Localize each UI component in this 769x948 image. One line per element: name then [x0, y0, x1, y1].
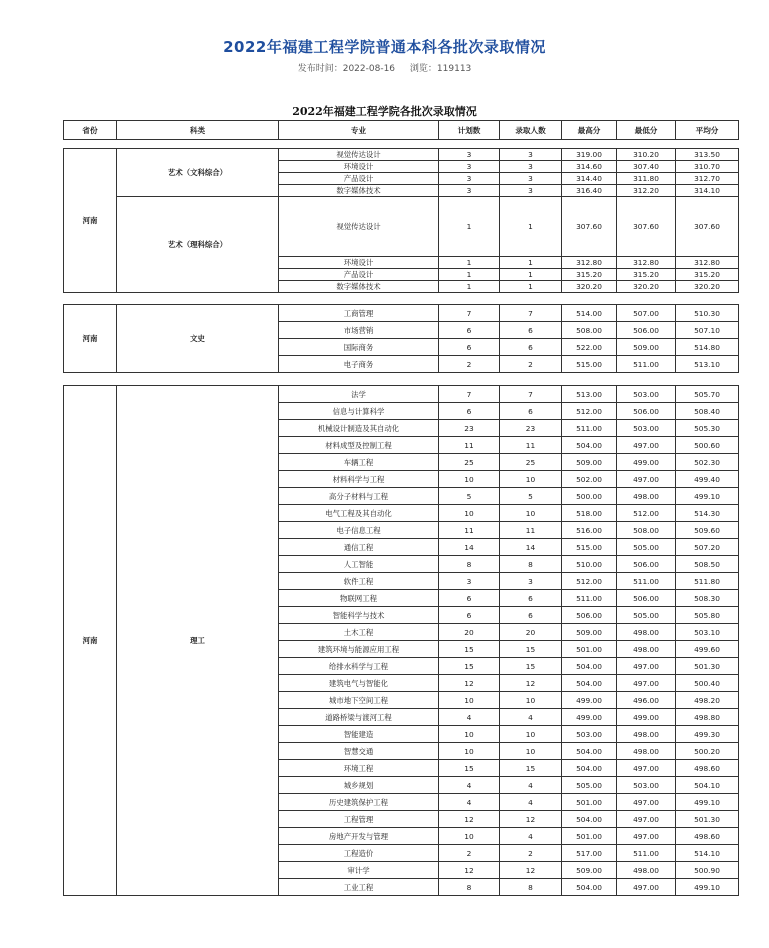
cell-max-score: 512.00	[562, 573, 617, 590]
cell-avg-score: 508.30	[676, 590, 739, 607]
table-row	[64, 305, 739, 322]
cell-avg-score: 498.20	[676, 692, 739, 709]
cell-major: 房地产开发与管理	[279, 828, 439, 845]
cell-min-score: 511.00	[617, 845, 676, 862]
cell-min-score: 498.00	[617, 624, 676, 641]
cell-plan-count: 11	[439, 437, 500, 454]
cell-plan-count: 12	[439, 862, 500, 879]
cell-min-score: 320.20	[617, 281, 676, 293]
cell-avg-score: 499.10	[676, 488, 739, 505]
cell-max-score: 504.00	[562, 743, 617, 760]
cell-major: 材料成型及控制工程	[279, 437, 439, 454]
cell-min-score: 497.00	[617, 794, 676, 811]
cell-plan-count: 7	[439, 305, 500, 322]
cell-max-score: 504.00	[562, 658, 617, 675]
cell-min-score: 315.20	[617, 269, 676, 281]
cell-admitted-count: 12	[500, 811, 562, 828]
cell-avg-score: 510.30	[676, 305, 739, 322]
cell-plan-count: 6	[439, 339, 500, 356]
cell-major: 工程管理	[279, 811, 439, 828]
cell-max-score: 514.00	[562, 305, 617, 322]
cell-major: 审计学	[279, 862, 439, 879]
cell-min-score: 497.00	[617, 437, 676, 454]
cell-avg-score: 507.20	[676, 539, 739, 556]
cell-plan-count: 3	[439, 573, 500, 590]
cell-avg-score: 499.30	[676, 726, 739, 743]
cell-min-score: 312.80	[617, 257, 676, 269]
cell-admitted-count: 23	[500, 420, 562, 437]
cell-max-score: 517.00	[562, 845, 617, 862]
header-category: 科类	[117, 121, 279, 140]
cell-avg-score: 312.80	[676, 257, 739, 269]
cell-admitted-count: 8	[500, 879, 562, 896]
cell-max-score: 312.80	[562, 257, 617, 269]
cell-admitted-count: 6	[500, 339, 562, 356]
cell-avg-score: 505.70	[676, 386, 739, 403]
cell-plan-count: 11	[439, 522, 500, 539]
cell-min-score: 497.00	[617, 760, 676, 777]
cell-admitted-count: 7	[500, 386, 562, 403]
cell-max-score: 522.00	[562, 339, 617, 356]
cell-admitted-count: 10	[500, 726, 562, 743]
cell-min-score: 506.00	[617, 590, 676, 607]
cell-avg-score: 307.60	[676, 197, 739, 257]
cell-admitted-count: 3	[500, 185, 562, 197]
cell-plan-count: 6	[439, 607, 500, 624]
cell-plan-count: 10	[439, 471, 500, 488]
cell-admitted-count: 5	[500, 488, 562, 505]
cell-min-score: 511.00	[617, 356, 676, 373]
cell-min-score: 307.60	[617, 197, 676, 257]
cell-major: 数字媒体技术	[279, 281, 439, 293]
cell-plan-count: 7	[439, 386, 500, 403]
cell-plan-count: 2	[439, 356, 500, 373]
cell-admitted-count: 2	[500, 356, 562, 373]
cell-min-score: 311.80	[617, 173, 676, 185]
cell-avg-score: 503.10	[676, 624, 739, 641]
header-avg-score: 平均分	[676, 121, 739, 140]
cell-admitted-count: 10	[500, 692, 562, 709]
cell-admitted-count: 8	[500, 556, 562, 573]
cell-major: 城乡规划	[279, 777, 439, 794]
cell-avg-score: 501.30	[676, 811, 739, 828]
cell-province: 河南	[64, 305, 117, 373]
cell-major: 高分子材料与工程	[279, 488, 439, 505]
cell-major: 土木工程	[279, 624, 439, 641]
cell-min-score: 498.00	[617, 726, 676, 743]
header-plan: 计划数	[439, 121, 500, 140]
cell-avg-score: 500.20	[676, 743, 739, 760]
cell-avg-score: 320.20	[676, 281, 739, 293]
cell-major: 国际商务	[279, 339, 439, 356]
admission-table-header	[63, 120, 739, 140]
cell-plan-count: 1	[439, 281, 500, 293]
cell-major: 物联网工程	[279, 590, 439, 607]
cell-major: 信息与计算科学	[279, 403, 439, 420]
cell-plan-count: 10	[439, 692, 500, 709]
cell-avg-score: 499.40	[676, 471, 739, 488]
cell-avg-score: 312.70	[676, 173, 739, 185]
cell-max-score: 513.00	[562, 386, 617, 403]
cell-major: 环境工程	[279, 760, 439, 777]
cell-avg-score: 499.10	[676, 794, 739, 811]
cell-min-score: 312.20	[617, 185, 676, 197]
cell-max-score: 509.00	[562, 624, 617, 641]
table-row	[64, 386, 739, 403]
cell-plan-count: 15	[439, 760, 500, 777]
cell-max-score: 500.00	[562, 488, 617, 505]
cell-avg-score: 499.60	[676, 641, 739, 658]
cell-major: 机械设计制造及其自动化	[279, 420, 439, 437]
cell-major: 智慧交通	[279, 743, 439, 760]
cell-min-score: 498.00	[617, 488, 676, 505]
cell-min-score: 497.00	[617, 811, 676, 828]
cell-min-score: 499.00	[617, 709, 676, 726]
cell-max-score: 499.00	[562, 692, 617, 709]
cell-major: 工业工程	[279, 879, 439, 896]
cell-admitted-count: 6	[500, 322, 562, 339]
cell-admitted-count: 2	[500, 845, 562, 862]
cell-avg-score: 514.80	[676, 339, 739, 356]
cell-max-score: 509.00	[562, 454, 617, 471]
views-count: 119113	[436, 64, 472, 74]
cell-max-score: 510.00	[562, 556, 617, 573]
cell-max-score: 511.00	[562, 420, 617, 437]
cell-max-score: 516.00	[562, 522, 617, 539]
cell-plan-count: 5	[439, 488, 500, 505]
cell-major: 电气工程及其自动化	[279, 505, 439, 522]
header-min-score: 最低分	[617, 121, 676, 140]
cell-max-score: 509.00	[562, 862, 617, 879]
cell-admitted-count: 6	[500, 590, 562, 607]
cell-admitted-count: 3	[500, 161, 562, 173]
cell-major: 城市地下空间工程	[279, 692, 439, 709]
cell-plan-count: 1	[439, 269, 500, 281]
cell-max-score: 511.00	[562, 590, 617, 607]
views-text	[410, 64, 471, 74]
cell-plan-count: 8	[439, 879, 500, 896]
cell-major: 视觉传达设计	[279, 197, 439, 257]
cell-plan-count: 2	[439, 845, 500, 862]
cell-avg-score: 501.30	[676, 658, 739, 675]
cell-max-score: 319.00	[562, 149, 617, 161]
cell-min-score: 498.00	[617, 862, 676, 879]
cell-avg-score: 504.10	[676, 777, 739, 794]
cell-category: 理工	[117, 386, 279, 896]
cell-admitted-count: 3	[500, 149, 562, 161]
cell-plan-count: 12	[439, 811, 500, 828]
cell-min-score: 505.00	[617, 607, 676, 624]
cell-major: 历史建筑保护工程	[279, 794, 439, 811]
cell-category: 文史	[117, 305, 279, 373]
cell-max-score: 505.00	[562, 777, 617, 794]
cell-min-score: 508.00	[617, 522, 676, 539]
cell-max-score: 501.00	[562, 828, 617, 845]
cell-min-score: 506.00	[617, 322, 676, 339]
cell-min-score: 310.20	[617, 149, 676, 161]
cell-admitted-count: 25	[500, 454, 562, 471]
cell-admitted-count: 4	[500, 828, 562, 845]
cell-min-score: 496.00	[617, 692, 676, 709]
cell-admitted-count: 6	[500, 403, 562, 420]
cell-major: 通信工程	[279, 539, 439, 556]
cell-plan-count: 4	[439, 709, 500, 726]
cell-admitted-count: 10	[500, 743, 562, 760]
cell-plan-count: 3	[439, 149, 500, 161]
cell-major: 给排水科学与工程	[279, 658, 439, 675]
cell-min-score: 503.00	[617, 386, 676, 403]
cell-major: 车辆工程	[279, 454, 439, 471]
table-title: 2022年福建工程学院各批次录取情况	[292, 105, 477, 118]
cell-min-score: 512.00	[617, 505, 676, 522]
cell-major: 人工智能	[279, 556, 439, 573]
cell-min-score: 503.00	[617, 777, 676, 794]
cell-max-score: 504.00	[562, 437, 617, 454]
table-row	[64, 149, 739, 161]
cell-max-score: 515.00	[562, 539, 617, 556]
cell-min-score: 509.00	[617, 339, 676, 356]
cell-max-score: 508.00	[562, 322, 617, 339]
publish-meta	[0, 61, 769, 74]
cell-admitted-count: 10	[500, 471, 562, 488]
cell-max-score: 515.00	[562, 356, 617, 373]
cell-avg-score: 509.60	[676, 522, 739, 539]
cell-admitted-count: 11	[500, 522, 562, 539]
header-major: 专业	[279, 121, 439, 140]
cell-admitted-count: 1	[500, 281, 562, 293]
cell-min-score: 497.00	[617, 879, 676, 896]
cell-major: 工商管理	[279, 305, 439, 322]
cell-avg-score: 514.30	[676, 505, 739, 522]
cell-min-score: 497.00	[617, 658, 676, 675]
cell-min-score: 507.00	[617, 305, 676, 322]
cell-plan-count: 15	[439, 658, 500, 675]
cell-province: 河南	[64, 149, 117, 293]
cell-admitted-count: 7	[500, 305, 562, 322]
cell-category: 艺术（文科综合）	[117, 149, 279, 197]
cell-avg-score: 511.80	[676, 573, 739, 590]
cell-avg-score: 500.90	[676, 862, 739, 879]
admission-table-art	[63, 148, 739, 293]
cell-plan-count: 6	[439, 590, 500, 607]
cell-major: 视觉传达设计	[279, 149, 439, 161]
cell-plan-count: 20	[439, 624, 500, 641]
cell-max-score: 501.00	[562, 641, 617, 658]
cell-max-score: 316.40	[562, 185, 617, 197]
cell-major: 建筑电气与智能化	[279, 675, 439, 692]
cell-admitted-count: 15	[500, 658, 562, 675]
cell-avg-score: 500.60	[676, 437, 739, 454]
cell-min-score: 506.00	[617, 556, 676, 573]
cell-avg-score: 315.20	[676, 269, 739, 281]
cell-min-score: 506.00	[617, 403, 676, 420]
cell-max-score: 499.00	[562, 709, 617, 726]
cell-avg-score: 505.80	[676, 607, 739, 624]
cell-max-score: 307.60	[562, 197, 617, 257]
views-label: 浏览：	[409, 64, 437, 74]
cell-min-score: 499.00	[617, 454, 676, 471]
cell-plan-count: 4	[439, 777, 500, 794]
cell-major: 法学	[279, 386, 439, 403]
cell-plan-count: 14	[439, 539, 500, 556]
cell-plan-count: 3	[439, 161, 500, 173]
cell-admitted-count: 15	[500, 760, 562, 777]
cell-major: 建筑环境与能源应用工程	[279, 641, 439, 658]
header-max-score: 最高分	[562, 121, 617, 140]
cell-avg-score: 505.30	[676, 420, 739, 437]
cell-plan-count: 1	[439, 257, 500, 269]
cell-plan-count: 15	[439, 641, 500, 658]
cell-max-score: 512.00	[562, 403, 617, 420]
cell-admitted-count: 20	[500, 624, 562, 641]
admission-table-science	[63, 385, 739, 896]
cell-avg-score: 499.10	[676, 879, 739, 896]
cell-plan-count: 1	[439, 197, 500, 257]
cell-max-score: 314.40	[562, 173, 617, 185]
cell-avg-score: 514.10	[676, 845, 739, 862]
cell-min-score: 307.40	[617, 161, 676, 173]
cell-plan-count: 4	[439, 794, 500, 811]
page-title: 2022年福建工程学院普通本科各批次录取情况	[223, 38, 546, 56]
cell-avg-score: 502.30	[676, 454, 739, 471]
cell-avg-score: 507.10	[676, 322, 739, 339]
admission-table-liberal-arts	[63, 304, 739, 373]
cell-avg-score: 314.10	[676, 185, 739, 197]
cell-max-score: 315.20	[562, 269, 617, 281]
cell-min-score: 497.00	[617, 471, 676, 488]
cell-major: 环境设计	[279, 161, 439, 173]
cell-plan-count: 10	[439, 743, 500, 760]
cell-major: 电子信息工程	[279, 522, 439, 539]
cell-max-score: 320.20	[562, 281, 617, 293]
cell-min-score: 498.00	[617, 743, 676, 760]
cell-major: 工程造价	[279, 845, 439, 862]
cell-plan-count: 25	[439, 454, 500, 471]
publish-date: 2022-08-16	[342, 64, 396, 74]
cell-admitted-count: 1	[500, 269, 562, 281]
cell-major: 产品设计	[279, 269, 439, 281]
cell-major: 环境设计	[279, 257, 439, 269]
cell-avg-score: 508.50	[676, 556, 739, 573]
cell-admitted-count: 10	[500, 505, 562, 522]
cell-admitted-count: 4	[500, 709, 562, 726]
cell-admitted-count: 6	[500, 607, 562, 624]
cell-admitted-count: 12	[500, 675, 562, 692]
cell-major: 电子商务	[279, 356, 439, 373]
cell-admitted-count: 1	[500, 257, 562, 269]
cell-max-score: 501.00	[562, 794, 617, 811]
publish-date-text	[298, 64, 395, 74]
cell-min-score: 505.00	[617, 539, 676, 556]
cell-admitted-count: 3	[500, 573, 562, 590]
cell-plan-count: 3	[439, 185, 500, 197]
cell-max-score: 314.60	[562, 161, 617, 173]
header-province: 省份	[64, 121, 117, 140]
cell-plan-count: 10	[439, 828, 500, 845]
cell-max-score: 506.00	[562, 607, 617, 624]
cell-min-score: 497.00	[617, 675, 676, 692]
cell-admitted-count: 12	[500, 862, 562, 879]
cell-max-score: 504.00	[562, 675, 617, 692]
cell-plan-count: 12	[439, 675, 500, 692]
publish-label: 发布时间：	[297, 64, 343, 74]
header-admitted: 录取人数	[500, 121, 562, 140]
cell-plan-count: 8	[439, 556, 500, 573]
cell-admitted-count: 3	[500, 173, 562, 185]
cell-avg-score: 498.60	[676, 828, 739, 845]
cell-avg-score: 498.80	[676, 709, 739, 726]
cell-major: 道路桥梁与渡河工程	[279, 709, 439, 726]
cell-category: 艺术（理科综合）	[117, 197, 279, 293]
cell-plan-count: 6	[439, 403, 500, 420]
cell-avg-score: 498.60	[676, 760, 739, 777]
cell-min-score: 511.00	[617, 573, 676, 590]
cell-min-score: 503.00	[617, 420, 676, 437]
cell-min-score: 498.00	[617, 641, 676, 658]
cell-avg-score: 313.50	[676, 149, 739, 161]
cell-admitted-count: 15	[500, 641, 562, 658]
cell-avg-score: 310.70	[676, 161, 739, 173]
cell-max-score: 518.00	[562, 505, 617, 522]
cell-major: 产品设计	[279, 173, 439, 185]
cell-admitted-count: 4	[500, 794, 562, 811]
cell-plan-count: 23	[439, 420, 500, 437]
cell-plan-count: 3	[439, 173, 500, 185]
cell-admitted-count: 4	[500, 777, 562, 794]
cell-major: 智能建造	[279, 726, 439, 743]
table-row	[64, 197, 739, 257]
cell-admitted-count: 11	[500, 437, 562, 454]
cell-province: 河南	[64, 386, 117, 896]
cell-max-score: 502.00	[562, 471, 617, 488]
cell-plan-count: 6	[439, 322, 500, 339]
cell-min-score: 497.00	[617, 828, 676, 845]
cell-major: 材料科学与工程	[279, 471, 439, 488]
cell-plan-count: 10	[439, 726, 500, 743]
cell-max-score: 503.00	[562, 726, 617, 743]
cell-admitted-count: 1	[500, 197, 562, 257]
cell-major: 智能科学与技术	[279, 607, 439, 624]
cell-major: 市场营销	[279, 322, 439, 339]
cell-avg-score: 513.10	[676, 356, 739, 373]
cell-avg-score: 500.40	[676, 675, 739, 692]
cell-major: 数字媒体技术	[279, 185, 439, 197]
cell-max-score: 504.00	[562, 811, 617, 828]
cell-plan-count: 10	[439, 505, 500, 522]
cell-max-score: 504.00	[562, 879, 617, 896]
cell-max-score: 504.00	[562, 760, 617, 777]
cell-major: 软件工程	[279, 573, 439, 590]
cell-admitted-count: 14	[500, 539, 562, 556]
cell-avg-score: 508.40	[676, 403, 739, 420]
